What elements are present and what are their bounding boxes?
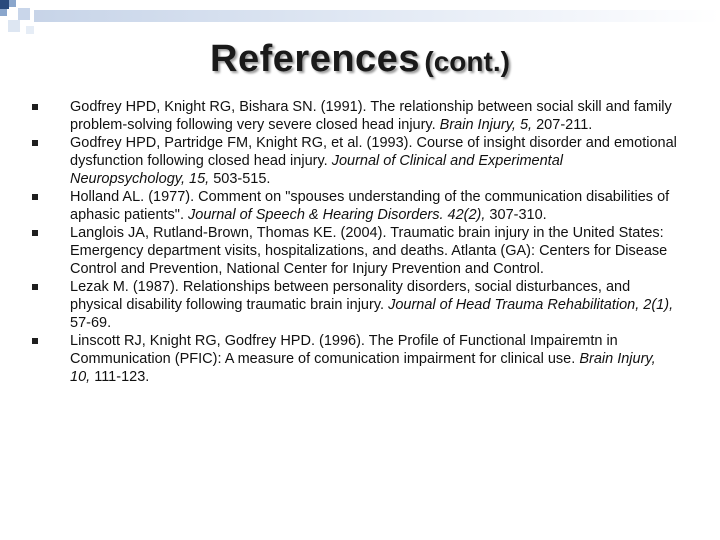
square-bullet-icon <box>32 194 38 200</box>
reference-item <box>28 278 678 332</box>
deco-square <box>18 8 30 20</box>
square-bullet-icon <box>32 104 38 110</box>
reference-item <box>28 134 678 188</box>
reference-text: Linscott RJ, Knight RG, Godfrey HPD. (1996). The Profile of Functional Impairemtn in Communication (PFIC): A measure of comunication impairment for clinical use. <box>70 333 618 367</box>
reference-journal: Brain Injury, 10, <box>70 351 656 385</box>
slide-title <box>0 38 720 81</box>
reference-item <box>28 98 678 134</box>
slide-title-main: References <box>210 38 420 80</box>
reference-text: Lezak M. (1987). Relationships between personality disorders, social disturbances, and physical disability following traumatic brain injury. <box>70 279 631 313</box>
reference-text: Godfrey HPD, Knight RG, Bishara SN. (1991). The relationship between social skill and family problem-solving following very severe closed head injury. <box>70 99 672 133</box>
reference-list <box>28 98 678 386</box>
square-bullet-icon <box>32 284 38 290</box>
reference-text: Holland AL. (1977). Comment on "spouses understanding of the communication disabilities of aphasic patients". <box>70 189 670 223</box>
reference-pages: 307-310. <box>485 207 547 223</box>
reference-item <box>28 332 678 386</box>
reference-item <box>28 188 678 224</box>
reference-journal: Journal of Speech & Hearing Disorders. 42(2), <box>188 207 486 223</box>
reference-pages: 207-211. <box>532 117 593 133</box>
reference-pages: 111-123. <box>90 369 150 385</box>
reference-pages: 503-515. <box>209 171 271 187</box>
header-gradient-bar <box>34 10 720 22</box>
deco-square <box>0 0 9 9</box>
reference-pages: 57-69. <box>70 315 112 331</box>
square-bullet-icon <box>32 338 38 344</box>
deco-square <box>9 0 16 7</box>
reference-journal: Journal of Head Trauma Rehabilitation, 2(1), <box>388 297 674 313</box>
square-bullet-icon <box>32 140 38 146</box>
slide-title-sub: (cont.) <box>424 46 510 77</box>
reference-journal: Journal of Clinical and Experimental Neuropsychology, 15, <box>70 153 564 187</box>
deco-square <box>26 26 34 34</box>
reference-item <box>28 224 678 278</box>
reference-text: Godfrey HPD, Partridge FM, Knight RG, et al. (1993). Course of insight disorder and emotional dysfunction following closed head injury. <box>70 135 677 169</box>
reference-text: Langlois JA, Rutland-Brown, Thomas KE. (2004). Traumatic brain injury in the United States: Emergency department visits, hospitalizations, and deaths. Atlanta (GA): Centers for Disease Control and Prevention, National Center for Injury Prevention and Control. <box>70 225 668 277</box>
reference-journal: Brain Injury, 5, <box>439 117 533 133</box>
deco-square <box>0 9 7 16</box>
square-bullet-icon <box>32 230 38 236</box>
deco-square <box>8 20 20 32</box>
